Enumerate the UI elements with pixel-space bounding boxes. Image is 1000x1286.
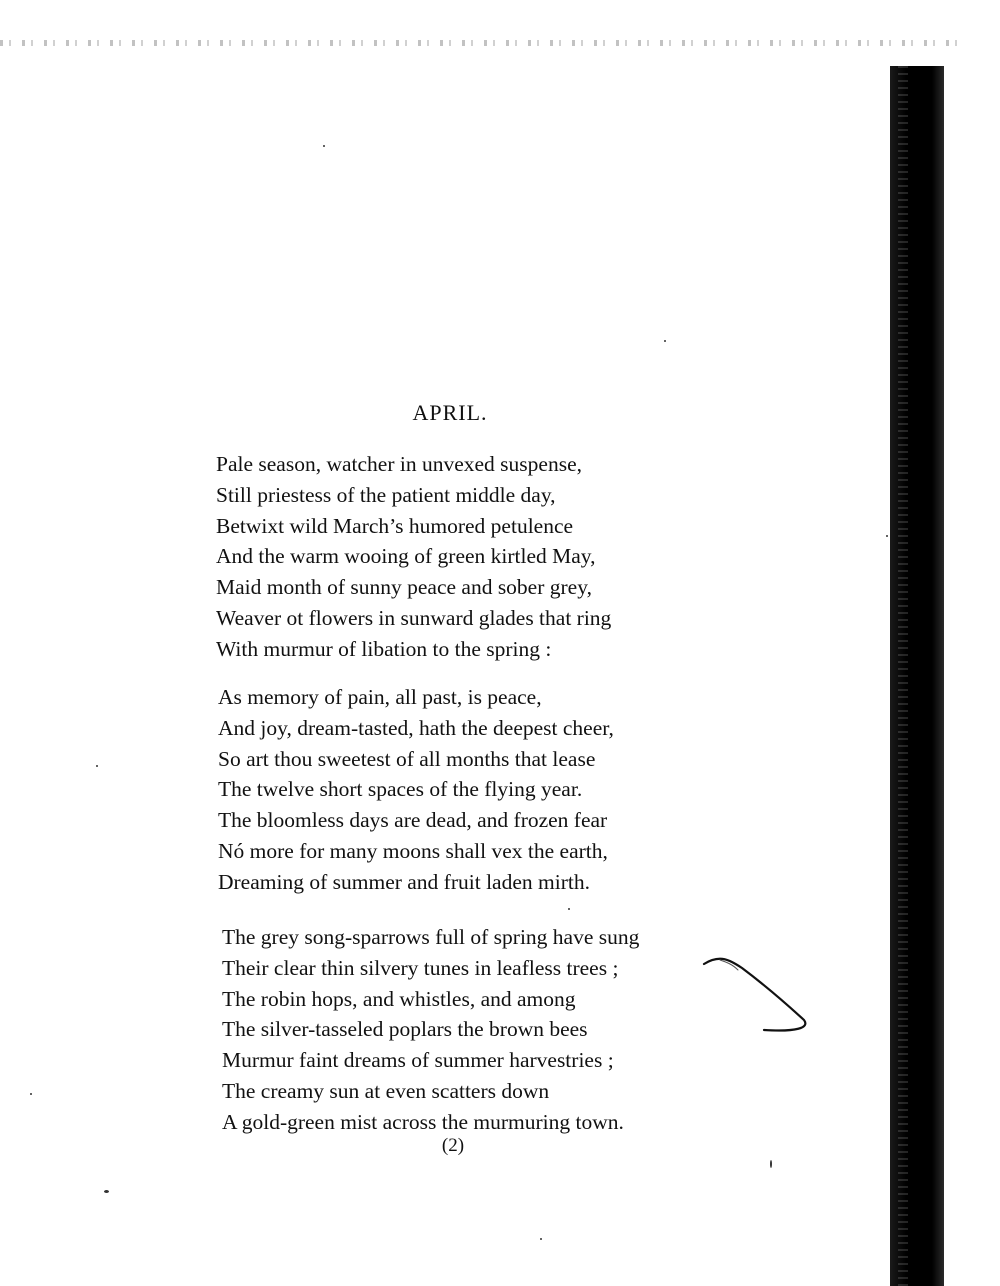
poem-line: The grey song-sparrows full of spring have sung — [222, 925, 640, 949]
pen-mark-icon — [700, 950, 820, 1040]
poem-line: Maid month of sunny peace and sober grey, — [216, 575, 592, 600]
poem-line: So art thou sweetest of all months that lease — [218, 746, 596, 771]
poem-line: As memory of pain, all past, is peace, — [218, 685, 542, 709]
book-binding-edge — [890, 66, 944, 1286]
poem-line: The silver-tasseled poplars the brown bees — [222, 1017, 588, 1042]
poem-line: And joy, dream-tasted, hath the deepest cheer, — [218, 715, 614, 740]
stanza-2 — [218, 682, 614, 898]
poem-line: Their clear thin silvery tunes in leafless trees ; — [222, 955, 619, 980]
poem-line: Betwixt wild March’s humored petulence — [216, 513, 574, 538]
poem-line: Murmur faint dreams of summer harvestries ; — [222, 1048, 614, 1073]
scan-speck — [568, 908, 570, 910]
scan-speck — [664, 340, 666, 342]
page-number: (2) — [441, 1135, 465, 1156]
poem-line: Weaver ot flowers in sunward glades that ring — [216, 605, 612, 630]
poem-line: The robin hops, and whistles, and among — [222, 986, 576, 1011]
stanza-3 — [222, 922, 639, 1138]
scan-noise-strip — [0, 40, 960, 46]
scan-speck — [30, 1093, 32, 1095]
scan-speck — [540, 1238, 542, 1240]
poem-line: Dreaming of summer and fruit laden mirth. — [218, 869, 590, 894]
scan-speck — [96, 765, 98, 767]
scan-speck — [770, 1160, 772, 1168]
poem-line: With murmur of libation to the spring : — [216, 636, 552, 661]
poem-line: The creamy sun at even scatters down — [222, 1078, 550, 1103]
poem-line: A gold-green mist across the murmuring town. — [222, 1109, 624, 1134]
poem-line: And the warm wooing of green kirtled May, — [216, 544, 596, 569]
poem-line: Nó more for many moons shall vex the earth, — [218, 838, 608, 863]
scan-speck — [886, 535, 888, 537]
poem-title: APRIL. — [412, 400, 488, 425]
scan-speck — [323, 145, 325, 147]
poem-line: Still priestess of the patient middle day, — [216, 482, 556, 507]
poem-line: The bloomless days are dead, and frozen fear — [218, 808, 608, 833]
scan-speck — [104, 1190, 109, 1193]
stanza-1 — [216, 449, 611, 665]
poem-line: The twelve short spaces of the flying year. — [218, 777, 583, 802]
poem-line: Pale season, watcher in unvexed suspense, — [216, 452, 582, 476]
